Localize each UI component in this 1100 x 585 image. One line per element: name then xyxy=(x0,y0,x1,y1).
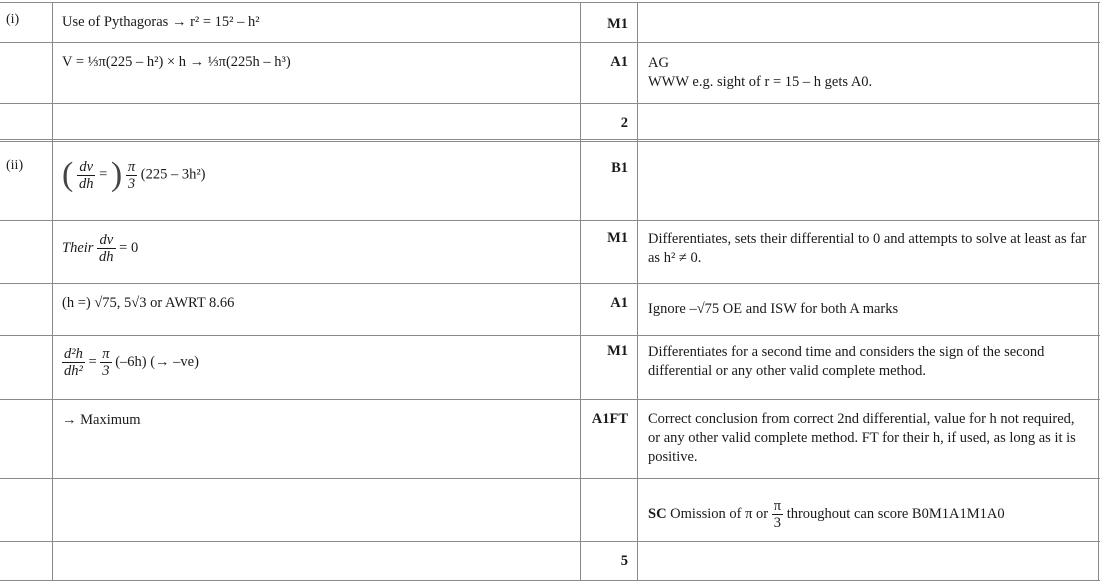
guidance-note: Differentiates, sets their differential to 0 and attempts to solve at least as far as h² ≠ 0. xyxy=(648,231,1087,266)
row-divider xyxy=(0,335,1100,336)
expression-prefix: Their xyxy=(62,239,94,256)
mark-code: A1 xyxy=(610,295,628,311)
fraction-denominator: 3 xyxy=(773,515,782,531)
guidance-note xyxy=(648,54,1088,92)
fraction xyxy=(62,346,85,379)
guidance-line: WWW e.g. sight of r = 15 – h gets A0. xyxy=(648,74,873,90)
fraction-denominator: 3 xyxy=(102,363,110,379)
row-divider xyxy=(0,541,1100,542)
row-divider xyxy=(0,399,1100,400)
special-case-note xyxy=(648,498,1088,531)
answer-text: (h =) √75, 5√3 or AWRT 8.66 xyxy=(62,295,235,311)
sc-label: SC xyxy=(648,505,667,522)
fraction xyxy=(772,498,783,531)
guidance-note: Ignore –√75 OE and ISW for both A marks xyxy=(648,301,899,317)
derivative-expression xyxy=(62,232,138,265)
column-divider xyxy=(637,2,638,580)
row-divider xyxy=(0,283,1100,284)
fraction xyxy=(77,159,96,192)
equals-sign: = xyxy=(99,166,108,183)
expression-rhs: (225 – 3h²) xyxy=(140,166,206,183)
open-paren: ( xyxy=(62,156,74,193)
part-label: (ii) xyxy=(6,158,24,173)
table-border xyxy=(1098,2,1099,580)
mark-code: M1 xyxy=(607,16,628,32)
total-mark: 2 xyxy=(620,115,628,131)
fraction-denominator: 3 xyxy=(127,175,136,192)
answer-text: V = ⅓π(225 – h²) × h → ⅓π(225h – h³) xyxy=(62,54,291,70)
fraction xyxy=(100,346,111,379)
derivative-expression xyxy=(62,156,206,194)
table-border xyxy=(0,580,1100,581)
section-divider xyxy=(0,139,1100,142)
expression-rhs: (–6h) (→ –ve) xyxy=(115,353,199,370)
second-derivative-expression xyxy=(62,346,199,379)
mark-code: M1 xyxy=(607,230,628,246)
fraction-numerator: d²h xyxy=(64,346,83,362)
fraction-denominator: dh² xyxy=(64,363,83,379)
expression-rhs: = 0 xyxy=(119,239,139,256)
answer-text: → Maximum xyxy=(62,412,141,428)
equals-sign: = xyxy=(88,353,97,370)
row-divider xyxy=(0,478,1100,479)
total-mark: 5 xyxy=(620,553,628,569)
column-divider xyxy=(52,2,53,580)
fraction xyxy=(97,232,116,265)
mark-code: B1 xyxy=(611,160,628,176)
guidance-note: Correct conclusion from correct 2nd differential, value for h not required, or any other valid complete method. FT for their h, if used, as long as it is positive. xyxy=(648,411,1076,465)
part-label: (i) xyxy=(6,12,20,27)
row-divider xyxy=(0,103,1100,104)
fraction-numerator: dv xyxy=(77,159,96,176)
guidance-note: Differentiates for a second time and considers the sign of the second differential or any other valid complete method. xyxy=(648,344,1045,379)
fraction-denominator: dh xyxy=(99,249,114,265)
fraction-numerator: π xyxy=(773,498,782,514)
fraction-numerator: π xyxy=(127,158,136,175)
row-divider xyxy=(0,42,1100,43)
guidance-line: AG xyxy=(648,55,669,71)
mark-code: A1 xyxy=(610,54,628,70)
fraction-denominator: dh xyxy=(78,175,94,192)
column-divider xyxy=(580,2,581,580)
sc-text: Omission of π or xyxy=(670,505,769,522)
close-paren: ) xyxy=(110,156,123,193)
fraction-numerator: π xyxy=(102,346,110,362)
row-divider xyxy=(0,220,1100,221)
mark-code: M1 xyxy=(607,343,628,359)
mark-code: A1FT xyxy=(591,411,628,427)
answer-text: Use of Pythagoras → r² = 15² – h² xyxy=(62,14,260,30)
fraction xyxy=(126,159,137,192)
table-border xyxy=(0,2,1100,3)
sc-text: throughout can score B0M1A1M1A0 xyxy=(786,505,1005,522)
fraction-numerator: dv xyxy=(97,232,116,249)
